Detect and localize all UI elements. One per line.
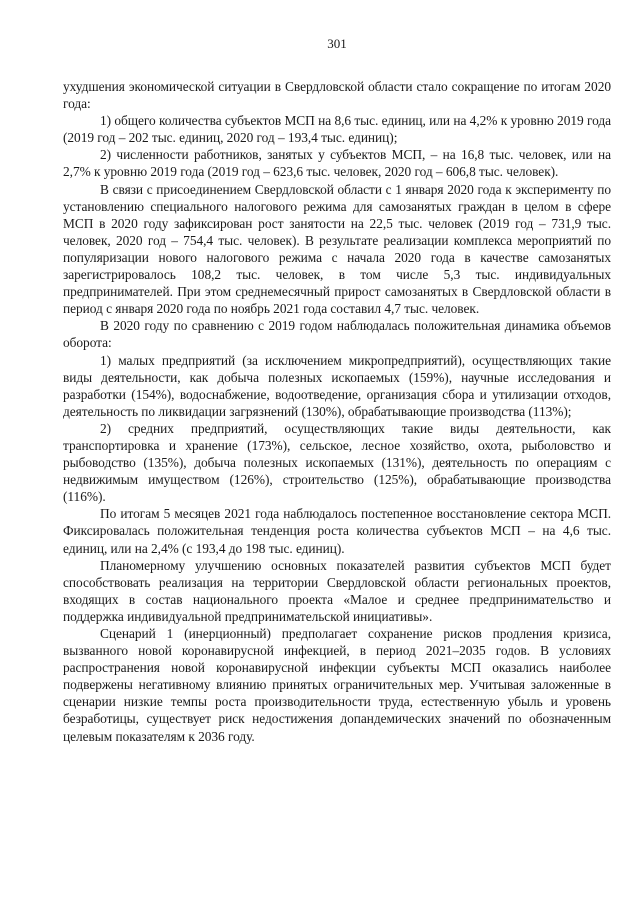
paragraph-scenario-1: Сценарий 1 (инерционный) предполагает сохранение рисков продления кризиса, вызванного новой коронавирусной инфекцией, в период 2021–2035 годов. В условиях распространения новой коронавирусной инфекции субъекты МСП оказались наиболее подвержены негативному влиянию принятых ограничительных мер. Учитывая заложенные в сценарии низкие темпы роста производительности труда, естественную убыль и уровень безработицы, существует риск недостижения допандемических значений по обозначенным целевым показателям к 2036 году. xyxy=(63,626,611,744)
list-item-small-enterprises: 1) малых предприятий (за исключением микропредприятий), осуществляющих такие виды деятельности, как добыча полезных ископаемых (159%), научные исследования и разработки (154%), водоснабжение, водоотведение, организация сбора и утилизации отходов, деятельность по ликвидации загрязнений (130%), обрабатывающие производства (113%); xyxy=(63,352,611,419)
list-item-medium-enterprises: 2) средних предприятий, осуществляющих такие виды деятельности, как транспортировка и хранение (173%), сельское, лесное хозяйство, охота, рыболовство и рыбоводство (135%), добыча полезных ископаемых (131%), деятельность по операциям с недвижимым имуществом (126%), строительство (125%), обрабатывающие производства (116%). xyxy=(63,420,611,505)
paragraph-recovery-2021: По итогам 5 месяцев 2021 года наблюдалось постепенное восстановление сектора МСП. Фиксировалась положительная тенденция роста количества субъектов МСП – на 4,6 тыс. единиц, или на 2,4% (с 193,4 до 198 тыс. единиц). xyxy=(63,506,611,556)
list-item-employees-count: 2) численности работников, занятых у субъектов МСП, – на 16,8 тыс. человек, или на 2,7% к уровню 2019 года (2019 год – 623,6 тыс. человек, 2020 год – 606,8 тыс. человек). xyxy=(63,147,611,180)
paragraph-self-employed: В связи с присоединением Свердловской области с 1 января 2020 года к эксперименту по установлению специального налогового режима для самозанятых граждан в целом в сфере МСП в 2020 году зафиксирован рост занятости на 22,5 тыс. человек (2019 год – 731,9 тыс. человек, 2020 год – 754,4 тыс. человек). В результате реализации комплекса мероприятий по популяризации нового налогового режима с начала 2020 года в качестве самозанятых зарегистрировалось 108,2 тыс. человек, в том числе 5,3 тыс. индивидуальных предпринимателей. При этом среднемесячный прирост самозанятых в Свердловской области в период с января 2020 года по ноябрь 2021 года составил 4,7 тыс. человек. xyxy=(63,181,611,317)
paragraph-regional-projects: Планомерному улучшению основных показателей развития субъектов МСП будет способствовать реализация на территории Свердловской области региональных проектов, входящих в состав национального проекта «Малое и среднее предпринимательство и поддержка индивидуальной предпринимательской инициативы». xyxy=(63,557,611,624)
paragraph-continuation: ухудшения экономической ситуации в Свердловской области стало сокращение по итогам 2020 года: xyxy=(63,79,611,112)
paragraph-turnover-dynamics: В 2020 году по сравнению с 2019 годом наблюдалась положительная динамика объемов оборота: xyxy=(63,318,611,351)
document-body xyxy=(63,78,611,745)
list-item-subjects-count: 1) общего количества субъектов МСП на 8,6 тыс. единиц, или на 4,2% к уровню 2019 года (2019 год – 202 тыс. единиц, 2020 год – 193,4 тыс. единиц); xyxy=(63,113,611,146)
page-number: 301 xyxy=(327,36,347,51)
